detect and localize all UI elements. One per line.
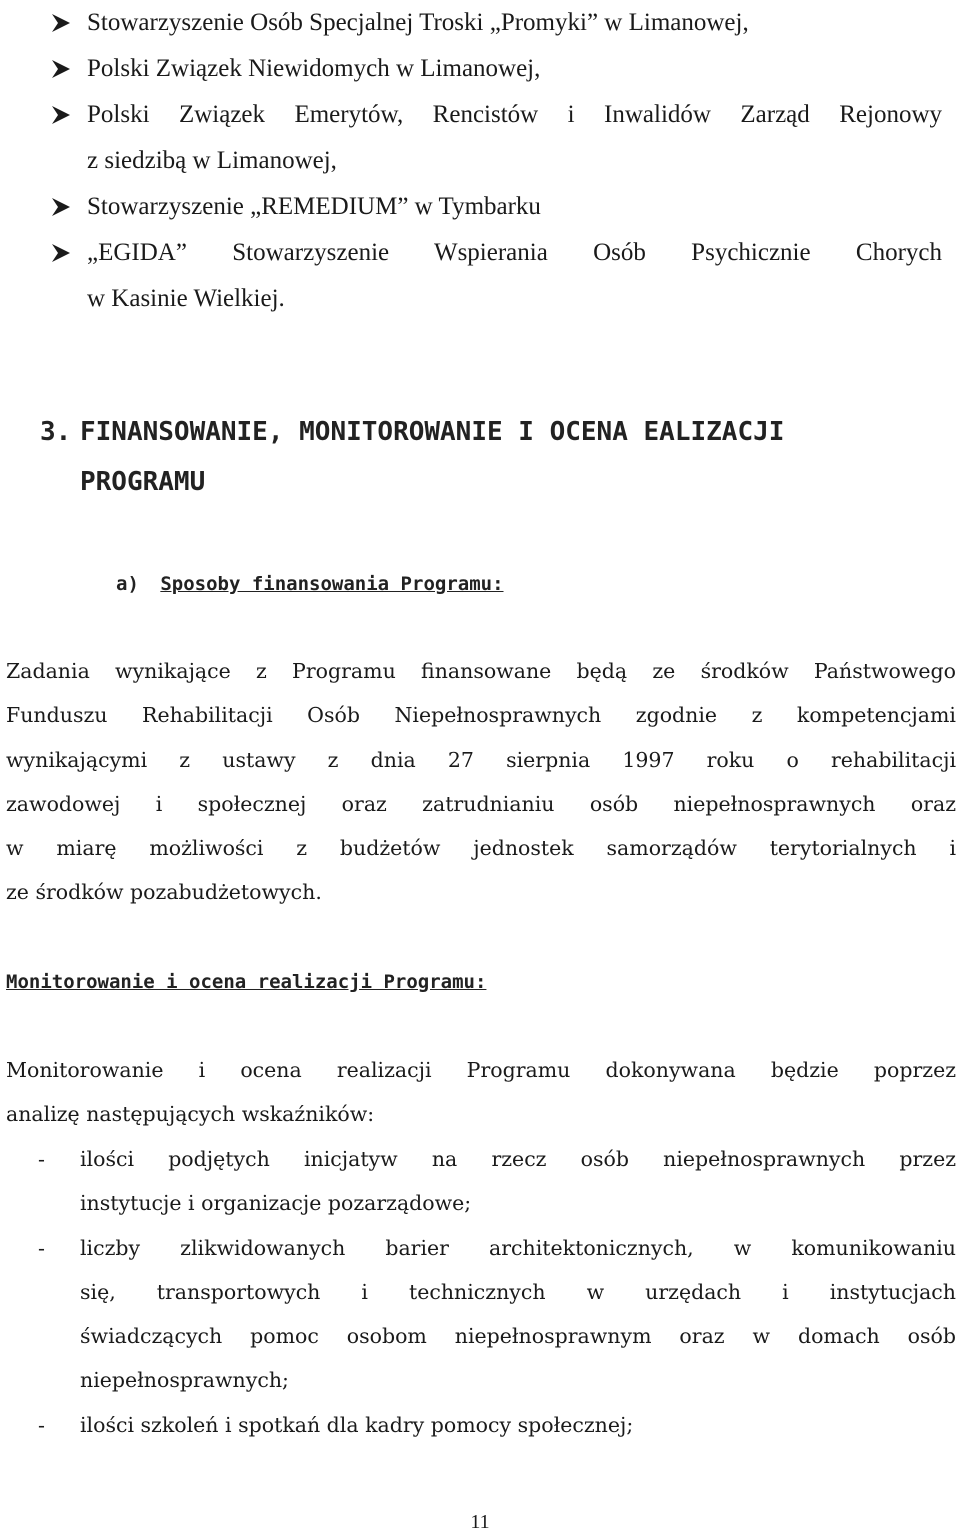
organization-item	[0, 46, 960, 92]
paragraph-line: Monitorowanie i ocena realizacji Programu dokonywana będzie poprzez	[6, 1058, 956, 1082]
organization-item	[0, 92, 960, 184]
subsection-marker: a)	[116, 573, 139, 595]
page-number: 11	[470, 1511, 490, 1533]
indicator-text: ilości szkoleń i spotkań dla kadry pomocy społecznej;	[80, 1412, 634, 1437]
paragraph-line: ze środków pozabudżetowych.	[6, 880, 322, 905]
paragraph-line: wynikającymi z ustawy z dnia 27 sierpnia 1997 roku o rehabilitacji	[6, 747, 956, 772]
paragraph-line: w miarę możliwości z budżetów jednostek samorządów terytorialnych i	[6, 836, 956, 861]
organization-item	[0, 230, 960, 322]
organization-text: Polski Związek Niewidomych w Limanowej,	[87, 55, 541, 82]
organization-item	[0, 0, 960, 46]
organization-text: w Kasinie Wielkiej.	[87, 285, 285, 312]
dash-bullet: -	[38, 1412, 45, 1437]
monitoring-paragraph	[6, 1048, 956, 1137]
indicator-text: ilości podjętych inicjatyw na rzecz osób niepełnosprawnych przez	[80, 1147, 956, 1171]
indicator-text: niepełnosprawnych;	[80, 1368, 289, 1393]
indicator-text: świadczących pomoc osobom niepełnosprawnym oraz w domach osób	[80, 1324, 956, 1349]
subsection-title: Sposoby finansowania Programu:	[160, 573, 504, 595]
dash-bullet: -	[38, 1147, 45, 1171]
organization-text: „EGIDA” Stowarzyszenie Wspierania Osób Psychicznie Chorych	[87, 239, 942, 266]
indicator-text: liczby zlikwidowanych barier architektonicznych, w komunikowaniu	[80, 1235, 956, 1260]
monitoring-heading: Monitorowanie i ocena realizacji Programu:	[6, 971, 487, 993]
section-title-line2: PROGRAMU	[80, 467, 206, 497]
arrowhead-bullet-icon	[50, 242, 72, 264]
section-title-line1: FINANSOWANIE, MONITOROWANIE I OCENA EALIZACJI	[80, 417, 785, 447]
arrowhead-bullet-icon	[50, 196, 72, 218]
organization-text: Stowarzyszenie Osób Specjalnej Troski „Promyki” w Limanowej,	[87, 9, 749, 36]
indicator-item	[0, 1226, 960, 1403]
financing-paragraph	[6, 649, 956, 915]
dash-bullet: -	[38, 1235, 45, 1260]
indicator-item	[0, 1137, 960, 1226]
paragraph-line: Funduszu Rehabilitacji Osób Niepełnosprawnych zgodnie z kompetencjami	[6, 703, 956, 728]
indicator-text: się, transportowych i technicznych w urzędach i instytucjach	[80, 1279, 956, 1304]
subsection-heading	[116, 566, 504, 602]
organization-text: Polski Związek Emerytów, Rencistów i Inwalidów Zarząd Rejonowy	[87, 101, 942, 128]
organization-list	[0, 0, 960, 322]
arrowhead-bullet-icon	[50, 12, 72, 34]
section-number: 3.	[40, 417, 72, 447]
arrowhead-bullet-icon	[50, 58, 72, 80]
paragraph-line: Zadania wynikające z Programu finansowane będą ze środków Państwowego	[6, 659, 956, 683]
indicator-list	[0, 1137, 960, 1447]
indicator-item	[0, 1403, 960, 1447]
organization-item	[0, 184, 960, 230]
paragraph-line: analizę następujących wskaźników:	[6, 1102, 375, 1127]
paragraph-line: zawodowej i społecznej oraz zatrudnianiu osób niepełnosprawnych oraz	[6, 791, 956, 816]
organization-text: Stowarzyszenie „REMEDIUM” w Tymbarku	[87, 193, 541, 220]
arrowhead-bullet-icon	[50, 104, 72, 126]
indicator-text: instytucje i organizacje pozarządowe;	[80, 1191, 472, 1216]
organization-text: z siedzibą w Limanowej,	[87, 147, 337, 174]
